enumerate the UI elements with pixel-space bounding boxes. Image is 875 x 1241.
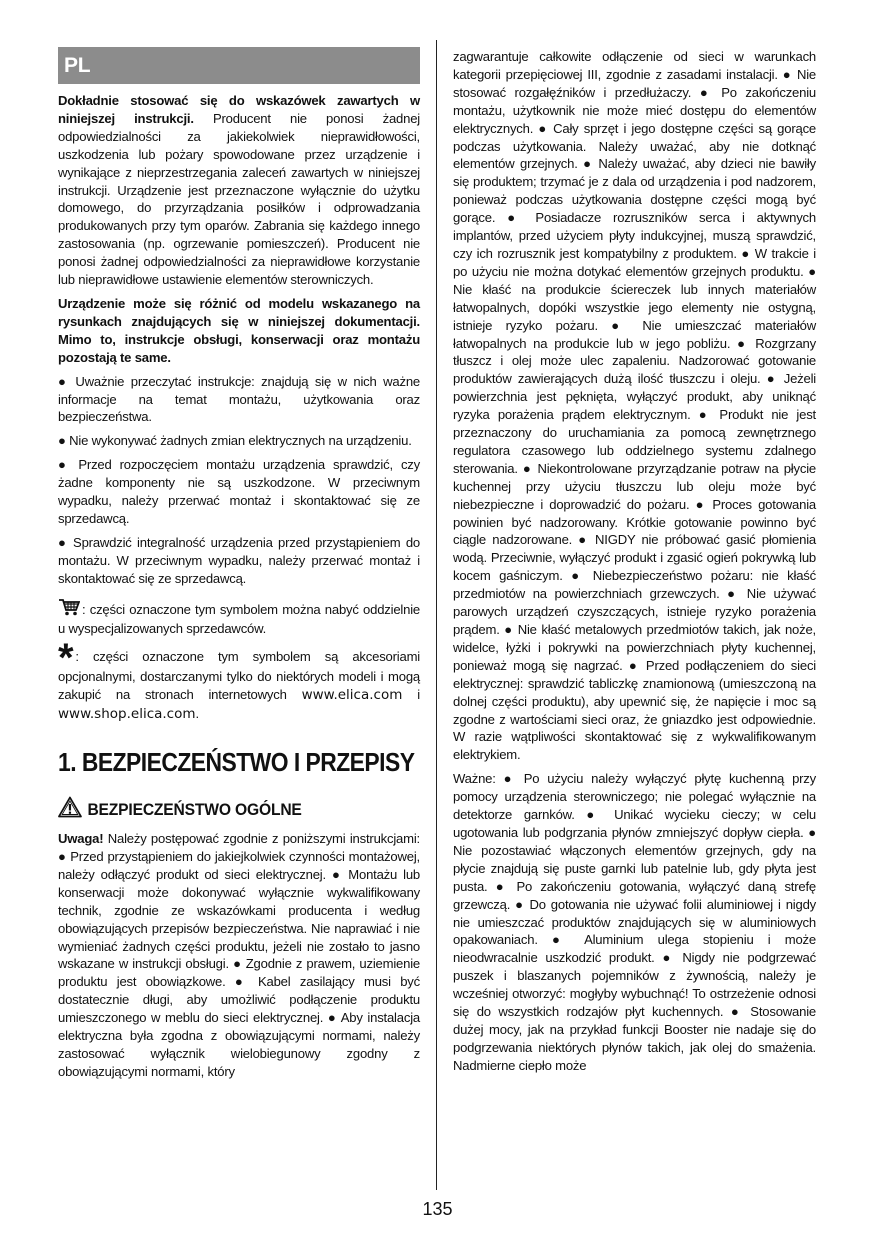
elica-url[interactable]: www.elica.com	[301, 687, 403, 704]
safety-lead: Uwaga!	[58, 831, 104, 847]
language-header	[58, 47, 420, 84]
page-number: 135	[422, 1199, 453, 1219]
safety-left-text: Należy postępować zgodnie z poniższymi instrukcjami: ● Przed przystąpieniem do jakiejkolwiek czynności montażowej, należy odłączyć produkt od sieci elektrycznej. ● Montażu lub konserwacji może dokonywać wyłącznie wykwalifikowany technik, zgodnie ze wskazówkami producenta i według obowiązujących przepisów bezpieczeństwa. Nie naprawiać i nie wymieniać żadnych części produktu, jeżeli nie zostało to jasno wskazane w instrukcji obsługi. ● Zgodnie z prawem, uziemienie produktu jest obowiązkowe. ● Kabel zasilający musi być dostatecznie długi, aby umożliwić podłączenie produktu umieszczonego w meblu do sieci elektrycznej. ● Aby instalacja elektryczna była zgodna z obowiązującymi normami, należy zastosować wyłącznik wielobiegunowy zgodny z obowiązującymi normami, który	[58, 831, 420, 1079]
language-code: PL	[64, 54, 91, 77]
bullet-item: ● Przed rozpoczęciem montażu urządzenia sprawdzić, czy żadne komponenty nie są uszkodzone. W przeciwnym wypadku, należy przerwać montaż i skontaktować się ze sprzedawcą.	[58, 457, 420, 526]
bullet-item: ● Nie wykonywać żadnych zmian elektrycznych na urządzeniu.	[58, 433, 412, 449]
model-note: Urządzenie może się różnić od modelu wskazanego na rysunkach znajdujących się w niniejszej dokumentacji. Mimo to, instrukcje obsługi, konserwacji oraz montażu pozostają te same.	[58, 295, 420, 365]
shop-url[interactable]: www.shop.elica.com	[58, 706, 196, 723]
intro-paragraph	[58, 92, 420, 289]
star-symbol-note	[58, 636, 420, 724]
left-column	[58, 47, 420, 1087]
right-column	[453, 48, 816, 1081]
section-heading	[58, 796, 417, 824]
warning-icon	[58, 796, 82, 824]
safety-paragraph-left	[58, 830, 420, 1081]
section-title: BEZPIECZEŃSTWO OGÓLNE	[87, 800, 302, 820]
asterisk-icon: *	[58, 636, 74, 681]
intro-bold: Dokładnie stosować się do wskazówek zawartych w niniejszej instrukcji.	[58, 93, 420, 126]
cart-note-text: : części oznaczone tym symbolem można nabyć oddzielnie u wyspecjalizowanych sprzedawców.	[58, 601, 420, 637]
chapter-title: 1. BEZPIECZEŃSTWO I PRZEPISY	[58, 747, 415, 778]
column-divider	[436, 40, 437, 1190]
important-paragraph: Ważne: ● Po użyciu należy wyłączyć płytę kuchenną przy pomocy urządzenia sterowniczego; nie polegać wyłącznie na detektorze garnków. ● Unikać wycieku cieczy; w celu ugotowania lub podgrzania płynów zmniejszyć dopływ ciepła. ● Nie pozostawiać włączonych elementów grzejnych, gdy na płycie znajdują się puste garnki lub patelnie lub, gdy płyta jest pusta. ● Po zakończeniu gotowania, wyłączyć daną strefę grzewczą. ● Do gotowania nie używać folii aluminiowej i nigdy nie umieszczać produktów znajdujących się w aluminiowych opakowaniach. ● Aluminium ulega stopieniu i może nieodwracalnie uszkodzić produkt. ● Nigdy nie podgrzewać puszek i blaszanych pojemników z żywnością, należy je wcześniej otworzyć: mogłyby wybuchnąć! To ostrzeżenie odnosi się do wszystkich rodzajów płyt kuchennych. ● Stosowanie dużej mocy, jak na przykład funkcji Booster nie nadaje się do podgrzewania niektórych płynów takich, jak olej do smażenia. Nadmierne ciepło może	[453, 771, 816, 1073]
safety-paragraph-right: zagwarantuje całkowite odłączenie od sieci w warunkach kategorii przepięciowej III, zgodnie z zasadami instalacji. ● Nie stosować rozgałęźników i przedłużaczy. ● Po zakończeniu montażu, użytkownik nie może mieć dostępu do elementów elektrycznych. ● Cały sprzęt i jego dostępne części są gorące podczas użytkowania. Należy uważać, aby nie dotknąć elementów grzejnych. ● Należy uważać, aby dzieci nie bawiły się produktem; trzymać je z dala od urządzenia i pod nadzorem, ponieważ podczas użytkowania dostępne części mogą być gorące. ● Posiadacze rozruszników serca i aktywnych implantów, przed użyciem płyty indukcyjnej, muszą sprawdzić, czy ich rozrusznik jest kompatybilny z produktem. ● W trakcie i po użyciu nie można dotykać elementów grzejnych produktu. ● Nie kłaść na produkcie ściereczek lub innych materiałów łatwopalnych, dopóki wszystkie jego elementy nie ostygną, istnieje ryzyko pożaru. ● Nie umieszczać materiałów łatwopalnych na produkcie lub w jego pobliżu. ● Rozgrzany tłuszcz i olej może ulec zapaleniu. Nadzorować gotowanie produktów zawierających dużą ilość tłuszczu i oleju. ● Jeżeli powierzchnia jest pęknięta, wyłączyć produkt, aby uniknąć ryzyka porażenia prądem elektrycznym. ● Produkt nie jest przeznaczony do uruchamiania za pomocą zewnętrznego regulatora czasowego lub oddzielnego systemu zdalnego sterowania. ● Niekontrolowane przyrządzanie potraw na płycie kuchennej przy użyciu tłuszczu lub oleju może być niebezpieczne i doprowadzić do pożaru. ● Proces gotowania powinien być nadzorowany. Krótkie gotowanie powinno być ciągle nadzorowane. ● NIGDY nie próbować gasić płomienia wodą. Przeciwnie, wyłączyć produkt i zgasić ogień pokrywką lub kocem gaśniczym. ● Niebezpieczeństwo pożaru: nie kłaść przedmiotów na powierzchniach grzewczych. ● Nie używać parowych urządzeń czyszczących, istnieje ryzyko porażenia prądem. ● Nie kłaść metalowych przedmiotów takich, jak noże, widelce, łyżki i pokrywki na powierzchniach płyty kuchennej, ponieważ mogą się nagrzać. ● Przed podłączeniem do sieci elektrycznej: sprawdzić tabliczkę znamionową (umieszczoną na dolnej części produktu), aby upewnić się, że napięcie i moc są zgodne z wartościami sieci oraz, że gniazdko jest odpowiednie. W razie wątpliwości skontaktować się z wykwalifikowanym elektrykiem.	[453, 49, 816, 763]
cart-symbol-note	[58, 598, 420, 639]
bullet-item: ● Sprawdzić integralność urządzenia przed przystąpieniem do montażu. W przeciwnym wypadku, należy przerwać montaż i skontaktować się ze sprzedawcą.	[58, 534, 420, 586]
intro-text: Producent nie ponosi żadnej odpowiedzialności za jakiekolwiek nieprawidłowości, uszkodzenia lub pożary spowodowane przez urządzenie i wynikające z nieprzestrzegania zaleceń zawartych w niniejszej instrukcji. Urządzenie jest przeznaczone wyłącznie do użytku domowego, do przyrządzania posiłków i odprowadzania produkowanych przy tym oparów. Zabrania się każdego innego zastosowania (np. ogrzewanie pomieszczeń). Producent nie ponosi żadnej odpowiedzialności za nieprawidłowe korzystanie lub nieprawidłowe ustawienie elementów sterowniczych.	[58, 110, 420, 288]
star-note-text: : części oznaczone tym symbolem są akcesoriami opcjonalnymi, dostarczanymi tylko do niektórych modeli i mogą zakupić na stronach internetowych	[58, 649, 420, 703]
shopping-cart-icon	[58, 598, 80, 621]
url-end: .	[195, 706, 199, 722]
url-join: i	[402, 687, 420, 703]
bullet-item: ● Uważnie przeczytać instrukcje: znajdują się w nich ważne informacje na temat montażu, użytkowania oraz bezpieczeństwa.	[58, 373, 420, 425]
